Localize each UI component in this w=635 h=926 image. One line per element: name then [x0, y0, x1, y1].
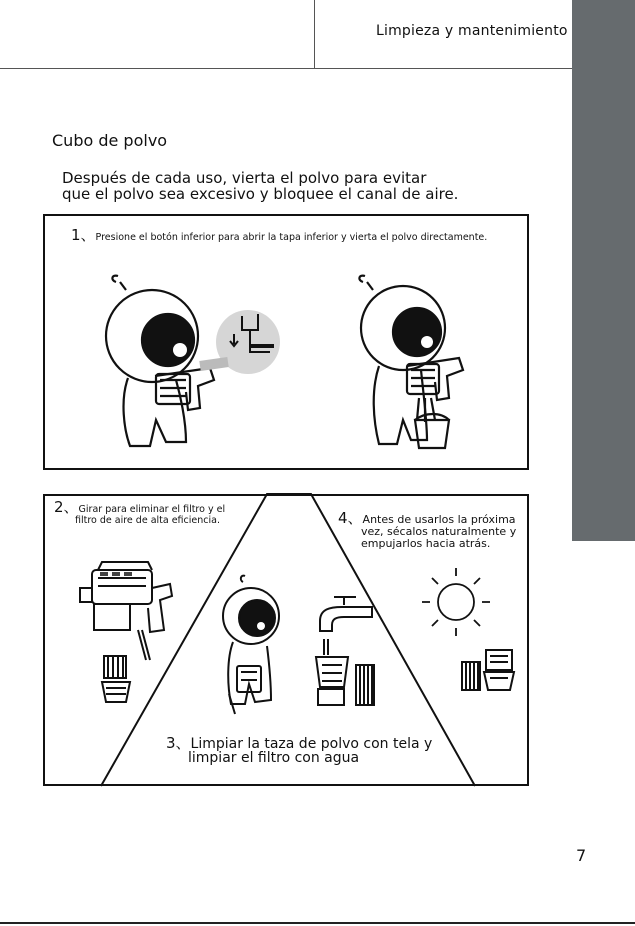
robot-vacuum-emptying-illustration — [355, 270, 485, 455]
step-4-number: 4、 — [338, 509, 363, 527]
faucet-washing-illustration — [312, 595, 382, 715]
step-1-number: 1、 — [71, 226, 96, 244]
side-tab — [572, 0, 635, 541]
section-title: Cubo de polvo — [52, 131, 168, 150]
page-number: 7 — [576, 846, 587, 865]
header-divider — [0, 68, 572, 69]
step-4-line-3: empujarlos hacia atrás. — [361, 537, 491, 550]
step-2-line-1: Girar para eliminar el filtro y el — [78, 504, 226, 515]
step-2-caption — [54, 498, 264, 526]
step-1-caption — [71, 224, 487, 245]
footer-divider — [0, 922, 635, 924]
step-3-line-1: Limpiar la taza de polvo con tela y — [190, 736, 433, 752]
step-3-line-2: limpiar el filtro con agua — [188, 750, 360, 766]
drying-filters-illustration — [460, 648, 520, 694]
step-2-line-2: filtro de aire de alta eficiencia. — [75, 515, 220, 526]
step-1-text: Presione el botón inferior para abrir la tapa inferior y vierta el polvo directamente. — [95, 232, 488, 243]
header-title: Limpieza y mantenimiento — [376, 23, 568, 39]
step-4-line-1: Antes de usarlos la próxima — [362, 513, 516, 526]
step-4-line-2: vez, sécalos naturalmente y — [361, 525, 517, 538]
step-3-caption — [166, 736, 456, 765]
robot-vacuum-open-illustration — [100, 270, 290, 455]
step-2-number: 2、 — [54, 498, 79, 516]
intro-line-2: que el polvo sea excesivo y bloquee el canal de aire. — [62, 185, 459, 203]
sun-icon — [420, 566, 492, 638]
intro-paragraph — [62, 170, 482, 202]
step-4-caption — [338, 509, 528, 550]
step-3-number: 3、 — [166, 734, 191, 752]
vacuum-filter-removal-illustration — [78, 560, 178, 730]
intro-line-1: Después de cada uso, vierta el polvo para evitar — [62, 169, 427, 187]
header-separator — [314, 0, 315, 68]
robot-cleaning-cup-illustration — [215, 574, 295, 724]
